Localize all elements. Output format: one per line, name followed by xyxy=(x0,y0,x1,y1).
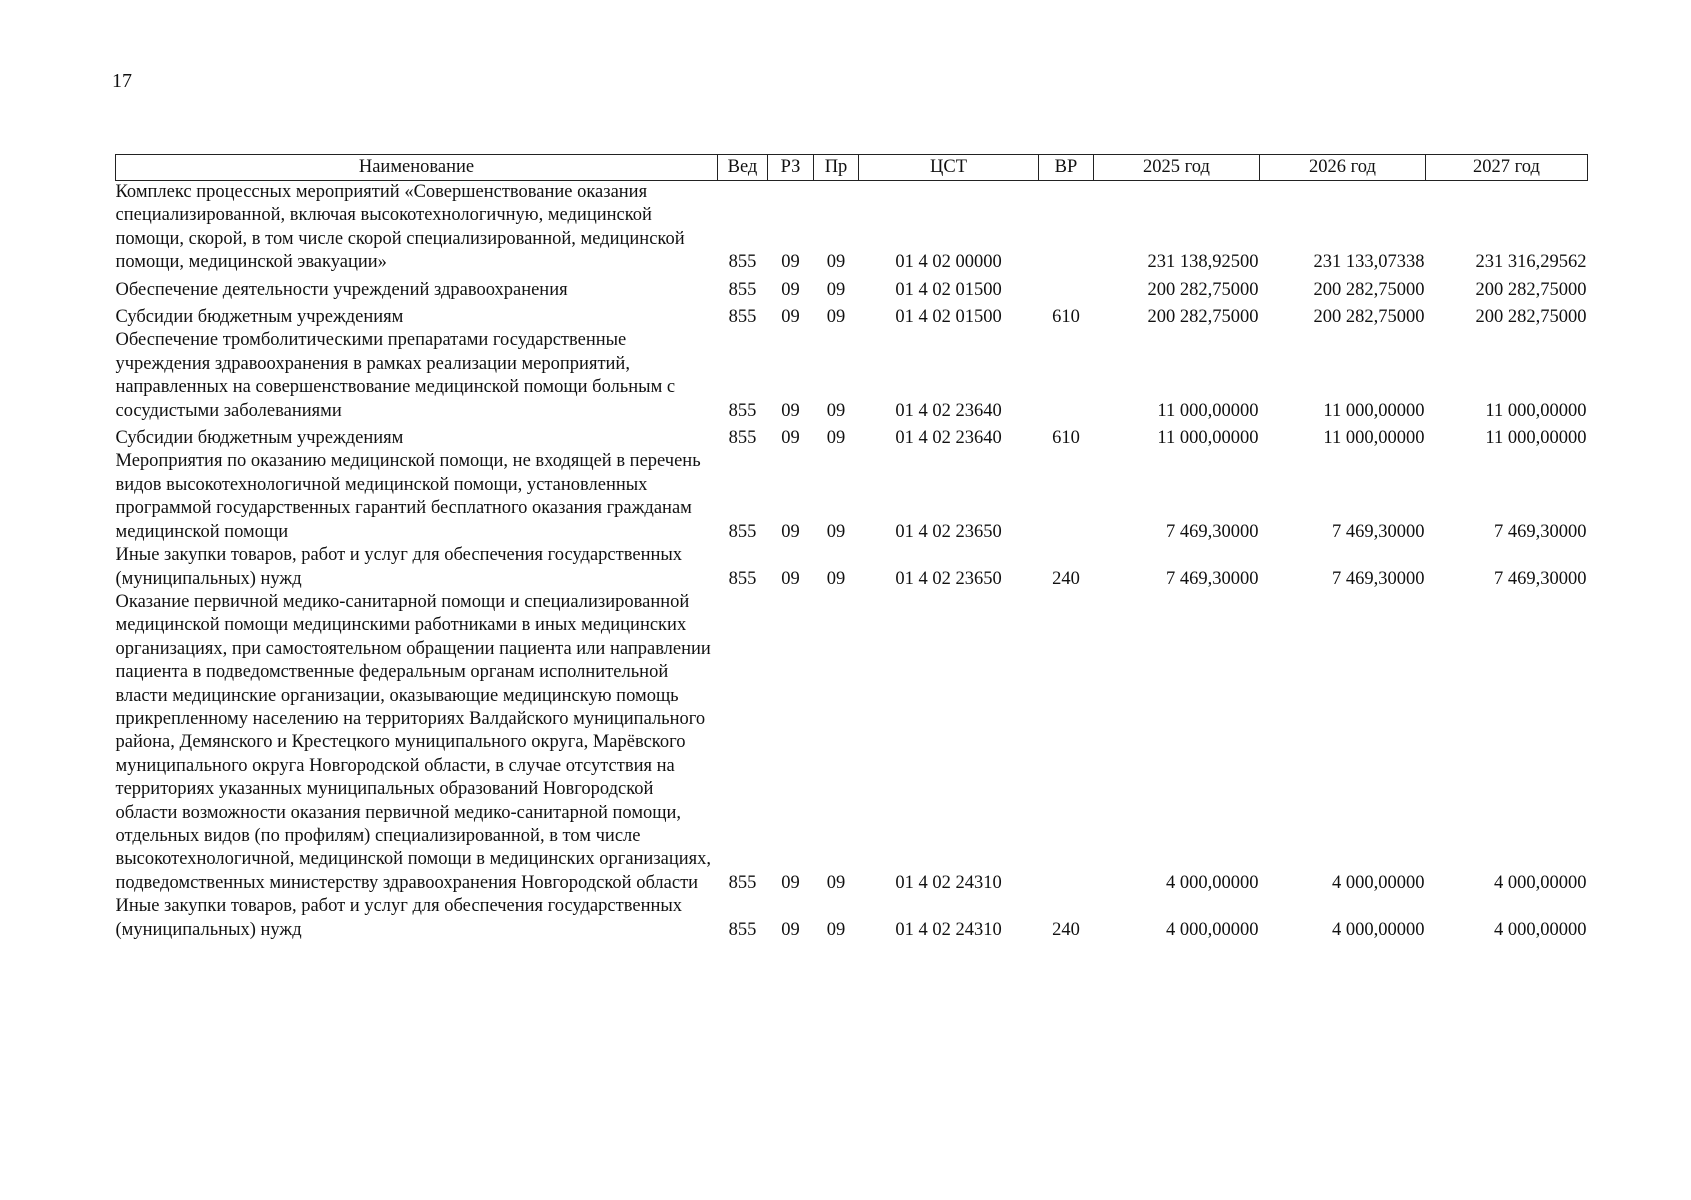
row-cst: 01 4 02 01500 xyxy=(895,279,1002,300)
row-2026: 7 469,30000 xyxy=(1332,521,1425,542)
row-2027: 7 469,30000 xyxy=(1494,521,1587,542)
header-2025: 2025 год xyxy=(1094,155,1260,181)
row-vr: 610 xyxy=(1052,428,1080,449)
table-body xyxy=(116,181,1588,943)
row-2026: 200 282,75000 xyxy=(1313,279,1425,300)
row-cst: 01 4 02 23640 xyxy=(895,400,1002,421)
header-cst: ЦСТ xyxy=(859,155,1039,181)
header-ved: Вед xyxy=(718,155,768,181)
row-ved: 855 xyxy=(728,521,757,542)
row-ved: 855 xyxy=(728,919,757,940)
header-pr: Пр xyxy=(814,155,859,181)
table-row xyxy=(116,302,1588,329)
row-ved: 855 xyxy=(728,279,757,300)
row-2025: 4 000,00000 xyxy=(1166,872,1259,893)
table-row xyxy=(116,895,1588,942)
row-2026: 231 133,07338 xyxy=(1313,252,1425,273)
row-cst: 01 4 02 23650 xyxy=(895,521,1002,542)
table-row xyxy=(116,181,1588,275)
table-row xyxy=(116,329,1588,423)
row-2026: 4 000,00000 xyxy=(1332,872,1425,893)
row-name: Субсидии бюджетным учреждениям xyxy=(115,428,404,449)
row-pr: 09 xyxy=(826,521,846,542)
row-pr: 09 xyxy=(826,568,846,589)
row-pr: 09 xyxy=(826,919,846,940)
row-2026: 11 000,00000 xyxy=(1323,428,1425,449)
row-pr: 09 xyxy=(826,307,846,328)
row-name: Иные закупки товаров, работ и услуг для обеспечения государственных (муниципальных) нужд xyxy=(115,545,683,589)
header-row xyxy=(116,155,1588,181)
header-rz: РЗ xyxy=(768,155,814,181)
row-2027: 231 316,29562 xyxy=(1475,252,1587,273)
row-2025: 11 000,00000 xyxy=(1157,400,1259,421)
budget-table-container xyxy=(115,154,1587,942)
row-pr: 09 xyxy=(826,279,846,300)
row-2025: 7 469,30000 xyxy=(1166,568,1259,589)
row-2027: 4 000,00000 xyxy=(1494,919,1587,940)
row-vr xyxy=(1039,329,1094,423)
row-2026: 4 000,00000 xyxy=(1332,919,1425,940)
budget-table xyxy=(115,154,1588,942)
row-rz: 09 xyxy=(781,521,800,542)
row-vr xyxy=(1039,591,1094,895)
row-2027: 11 000,00000 xyxy=(1485,428,1587,449)
row-ved: 855 xyxy=(728,307,757,328)
row-cst: 01 4 02 01500 xyxy=(895,307,1002,328)
row-ved: 855 xyxy=(728,400,757,421)
row-2026: 11 000,00000 xyxy=(1323,400,1425,421)
row-rz: 09 xyxy=(781,872,800,893)
row-cst: 01 4 02 24310 xyxy=(895,919,1002,940)
row-2025: 200 282,75000 xyxy=(1147,307,1259,328)
row-2027: 200 282,75000 xyxy=(1475,279,1587,300)
row-vr xyxy=(1039,450,1094,544)
row-2026: 200 282,75000 xyxy=(1313,307,1425,328)
table-row xyxy=(116,450,1588,544)
row-name: Оказание первичной медико-санитарной помощи и специализированной медицинской помощи медицинскими работниками в иных медицинских организациях, при самостоятельном обращении пациента или направлении пациента в подведомственные федеральным органам исполнительной власти медицинские организации, оказывающие медицинскую помощь прикрепленному населению на территориях Валдайского муниципального района, Демянского и Крестецкого муниципального округа, Марёвского муниципального округа Новгородской области, в случае отсутствия на территориях указанных муниципальных образований Новгородской области возможности оказания первичной медико-санитарной помощи, отдельных видов (по профилям) специализированной, в том числе высокотехнологичной, медицинской помощи в медицинских организациях, подведомственных министерству здравоохранения Новгородской области xyxy=(115,591,712,893)
row-cst: 01 4 02 00000 xyxy=(895,252,1002,273)
row-name: Обеспечение тромболитическими препаратами государственные учреждения здравоохранения в рамках реализации мероприятий, направленных на совершенствование медицинской помощи больным с сосудистыми заболеваниями xyxy=(115,330,676,421)
row-ved: 855 xyxy=(728,428,757,449)
row-pr: 09 xyxy=(826,428,846,449)
row-cst: 01 4 02 24310 xyxy=(895,872,1002,893)
row-cst: 01 4 02 23650 xyxy=(895,568,1002,589)
row-rz: 09 xyxy=(781,428,800,449)
row-ved: 855 xyxy=(728,252,757,273)
header-name: Наименование xyxy=(116,155,718,181)
row-2025: 200 282,75000 xyxy=(1147,279,1259,300)
row-2027: 7 469,30000 xyxy=(1494,568,1587,589)
row-pr: 09 xyxy=(826,252,846,273)
row-2027: 4 000,00000 xyxy=(1494,872,1587,893)
row-name: Субсидии бюджетным учреждениям xyxy=(115,307,404,328)
row-2027: 200 282,75000 xyxy=(1475,307,1587,328)
row-rz: 09 xyxy=(781,252,800,273)
row-vr: 240 xyxy=(1052,919,1080,940)
header-2027: 2027 год xyxy=(1426,155,1588,181)
row-2025: 7 469,30000 xyxy=(1166,521,1259,542)
row-cst: 01 4 02 23640 xyxy=(895,428,1002,449)
row-name: Обеспечение деятельности учреждений здравоохранения xyxy=(115,279,568,300)
row-2025: 11 000,00000 xyxy=(1157,428,1259,449)
row-rz: 09 xyxy=(781,307,800,328)
row-ved: 855 xyxy=(728,568,757,589)
table-row xyxy=(116,591,1588,895)
page-number: 17 xyxy=(112,70,132,92)
row-rz: 09 xyxy=(781,400,800,421)
row-pr: 09 xyxy=(826,872,846,893)
row-2025: 231 138,92500 xyxy=(1147,252,1259,273)
row-rz: 09 xyxy=(781,919,800,940)
row-vr xyxy=(1039,181,1094,275)
row-rz: 09 xyxy=(781,279,800,300)
row-rz: 09 xyxy=(781,568,800,589)
row-2026: 7 469,30000 xyxy=(1332,568,1425,589)
row-name: Иные закупки товаров, работ и услуг для обеспечения государственных (муниципальных) нужд xyxy=(115,896,683,940)
row-2025: 4 000,00000 xyxy=(1166,919,1259,940)
row-vr xyxy=(1039,275,1094,302)
table-header xyxy=(116,155,1588,181)
row-ved: 855 xyxy=(728,872,757,893)
row-vr: 610 xyxy=(1052,307,1080,328)
row-2027: 11 000,00000 xyxy=(1485,400,1587,421)
row-name: Комплекс процессных мероприятий «Совершенствование оказания специализированной, включая высокотехнологичную, медицинской помощи, скорой, в том числе скорой специализированной, медицинской помощи, медицинской эвакуации» xyxy=(115,182,685,273)
header-2026: 2026 год xyxy=(1260,155,1426,181)
table-row xyxy=(116,275,1588,302)
table-row xyxy=(116,544,1588,591)
row-name: Мероприятия по оказанию медицинской помощи, не входящей в перечень видов высокотехнологичной медицинской помощи, установленных программой государственных гарантий бесплатного оказания гражданам медицинской помощи xyxy=(115,451,701,542)
table-row xyxy=(116,423,1588,450)
header-vr: ВР xyxy=(1039,155,1094,181)
row-vr: 240 xyxy=(1052,568,1080,589)
row-pr: 09 xyxy=(826,400,846,421)
